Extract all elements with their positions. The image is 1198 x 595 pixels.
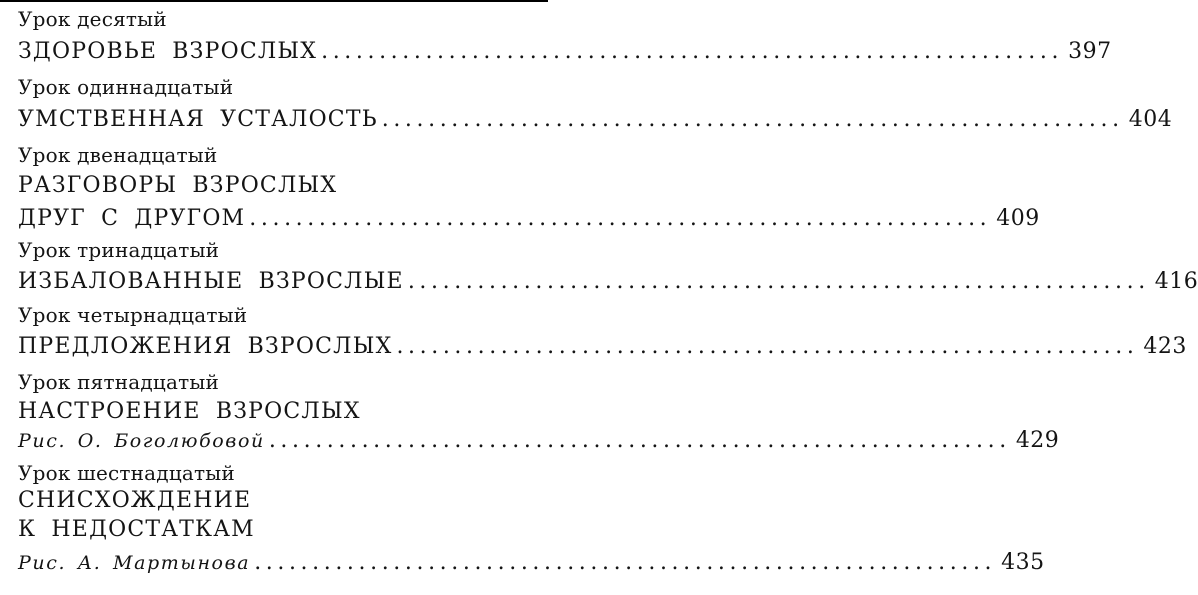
page-number: 416 (1154, 269, 1198, 294)
illustrator-credit: Рис. О. Боголюбовой (18, 430, 265, 452)
lesson-label: Урок тринадцатый (18, 238, 220, 262)
illustrator-credit: Рис. А. Мартынова (18, 552, 251, 574)
page-number: 404 (1128, 107, 1173, 132)
lesson-title: УМСТВЕННАЯ УСТАЛОСТЬ (18, 107, 378, 132)
lesson-label: Урок десятый (18, 7, 167, 31)
lesson-title: ИЗБАЛОВАННЫЕ ВЗРОСЛЫЕ (18, 269, 404, 294)
lesson-label: Урок пятнадцатый (18, 370, 220, 394)
toc-line-with-page (18, 107, 1173, 133)
lesson-title: ЗДОРОВЬЕ ВЗРОСЛЫХ (18, 39, 318, 64)
lesson-title: ПРЕДЛОЖЕНИЯ ВЗРОСЛЫХ (18, 334, 393, 359)
lesson-title: К НЕДОСТАТКАМ (18, 517, 255, 542)
dot-leader: ................................................................ (254, 550, 997, 575)
lesson-title: ДРУГ С ДРУГОМ (18, 206, 246, 231)
toc-line-with-page (18, 206, 1040, 232)
page-number: 429 (1015, 428, 1060, 453)
lesson-title: СНИСХОЖДЕНИЕ (18, 488, 252, 513)
dot-leader: ................................................................ (249, 206, 992, 231)
toc-line-with-page (18, 39, 1112, 65)
lesson-label: Урок шестнадцатый (18, 461, 235, 485)
toc-line-with-page (18, 334, 1187, 360)
page-number: 435 (1001, 550, 1045, 575)
dot-leader: ................................................................ (268, 428, 1011, 453)
dot-leader: ................................................................ (381, 107, 1124, 132)
dot-leader: ................................................................ (407, 269, 1150, 294)
toc-line-with-page (18, 269, 1198, 295)
lesson-label: Урок двенадцатый (18, 143, 218, 167)
top-divider (0, 0, 548, 2)
toc-line-with-page (18, 428, 1060, 454)
dot-leader: ................................................................ (321, 39, 1064, 64)
dot-leader: ................................................................ (396, 334, 1139, 359)
page-number: 397 (1068, 39, 1112, 64)
lesson-label: Урок одиннадцатый (18, 75, 234, 99)
lesson-title: РАЗГОВОРЫ ВЗРОСЛЫХ (18, 173, 338, 198)
lesson-label: Урок четырнадцатый (18, 303, 248, 327)
toc-line-with-page (18, 550, 1045, 576)
page-number: 423 (1143, 334, 1187, 359)
page-number: 409 (996, 206, 1040, 231)
lesson-title: НАСТРОЕНИЕ ВЗРОСЛЫХ (18, 399, 361, 424)
